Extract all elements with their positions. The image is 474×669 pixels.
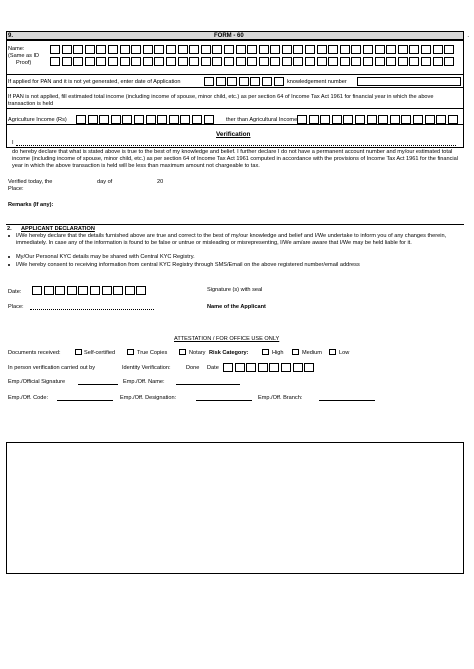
verification-title: Verification xyxy=(216,131,251,138)
char-box[interactable] xyxy=(375,57,385,66)
form-title: FORM - 60 xyxy=(214,32,244,39)
char-box[interactable] xyxy=(386,57,396,66)
char-box[interactable] xyxy=(363,57,373,66)
done-label: Done xyxy=(186,365,200,371)
char-box[interactable] xyxy=(122,115,132,124)
identity-verification-label: Identity Verification: xyxy=(122,365,171,371)
char-box[interactable] xyxy=(131,57,141,66)
char-box[interactable] xyxy=(189,57,199,66)
char-box[interactable] xyxy=(317,45,327,54)
char-box[interactable] xyxy=(146,115,156,124)
char-box[interactable] xyxy=(398,45,408,54)
emp-branch-label: Emp./Off. Branch: xyxy=(258,395,303,401)
true-copies-checkbox[interactable] xyxy=(127,349,134,355)
emp-signature-label: Emp./Official Signature xyxy=(8,379,66,385)
char-box[interactable] xyxy=(169,115,179,124)
other-income-label: ther than Agricultural Income xyxy=(226,117,298,123)
docs-received-label: Documents received: xyxy=(8,350,61,356)
char-box[interactable] xyxy=(390,115,400,124)
char-box[interactable] xyxy=(204,77,214,86)
header-trail: . xyxy=(467,32,469,39)
char-box[interactable] xyxy=(409,57,419,66)
char-box[interactable] xyxy=(85,57,95,66)
char-box[interactable] xyxy=(44,286,54,295)
char-box[interactable] xyxy=(343,115,353,124)
emp-signature-line[interactable] xyxy=(78,384,118,385)
char-box[interactable] xyxy=(73,45,83,54)
name-label-sub: (Same as ID xyxy=(8,53,40,59)
char-box[interactable] xyxy=(433,57,443,66)
declarant-prefix: I xyxy=(12,140,14,146)
declaration-item-1: I/We hereby declare that the details furnished above are true and correct to the best of my/our knowledge and belief and I/We undertake to inform you of any changes therein, immediately. In case any of the information is found to be false or untrue or misleading or misrepresenting, I/We am/are aware that I/We may be held liable for it. xyxy=(16,233,447,246)
notary-checkbox[interactable] xyxy=(179,349,186,355)
char-box[interactable] xyxy=(216,77,226,86)
bullet xyxy=(8,256,10,258)
char-box[interactable] xyxy=(309,115,319,124)
char-box[interactable] xyxy=(259,57,269,66)
char-box[interactable] xyxy=(178,45,188,54)
char-box[interactable] xyxy=(85,45,95,54)
char-box[interactable] xyxy=(143,45,153,54)
true-copies-label: True Copies xyxy=(137,350,168,356)
emp-designation-line[interactable] xyxy=(196,400,252,401)
char-box[interactable] xyxy=(270,57,280,66)
char-box[interactable] xyxy=(50,45,60,54)
emp-designation-label: Emp./Off. Designation: xyxy=(120,395,177,401)
char-box[interactable] xyxy=(62,45,72,54)
char-box[interactable] xyxy=(99,115,109,124)
notary-label: Notary xyxy=(189,350,206,356)
ack-number-field[interactable] xyxy=(357,77,461,86)
char-box[interactable] xyxy=(224,57,234,66)
char-box[interactable] xyxy=(304,363,314,372)
char-box[interactable] xyxy=(363,45,373,54)
risk-medium-label: Medium xyxy=(302,350,322,356)
char-box[interactable] xyxy=(444,45,454,54)
char-box[interactable] xyxy=(340,57,350,66)
self-certified-checkbox[interactable] xyxy=(75,349,82,355)
char-box[interactable] xyxy=(55,286,65,295)
divider xyxy=(6,87,464,88)
char-box[interactable] xyxy=(401,115,411,124)
char-box[interactable] xyxy=(269,363,279,372)
char-box[interactable] xyxy=(154,45,164,54)
year-label: 20 xyxy=(157,179,164,185)
char-box[interactable] xyxy=(189,45,199,54)
declaration-divider xyxy=(6,224,464,225)
agri-income-boxes[interactable] xyxy=(76,115,215,124)
char-box[interactable] xyxy=(297,115,307,124)
sig-place-label: Place: xyxy=(8,304,24,310)
char-box[interactable] xyxy=(282,45,292,54)
char-box[interactable] xyxy=(320,115,330,124)
divider xyxy=(6,74,464,75)
char-box[interactable] xyxy=(436,115,446,124)
char-box[interactable] xyxy=(125,286,135,295)
char-box[interactable] xyxy=(398,57,408,66)
char-box[interactable] xyxy=(281,363,291,372)
char-box[interactable] xyxy=(259,45,269,54)
day-of-label: day of xyxy=(97,179,113,185)
emp-name-line[interactable] xyxy=(176,384,240,385)
char-box[interactable] xyxy=(236,45,246,54)
char-box[interactable] xyxy=(102,286,112,295)
verification-body: do hereby declare that what is stated above is true to the best of my knowledge and belief. I further declare I do not have a permanent account number and my/our estimated total income (including income of spouse, minor child, etc.) as per section 64 of Income Tax Act 1961 computed in accordance with the provisions of Income Tax Act 1961 for the financial year in which the above transaction is held will be less than maximum amount not chargeable to tax. xyxy=(12,149,458,169)
in-person-label: In person verification carried out by xyxy=(8,365,96,371)
other-income-boxes[interactable] xyxy=(297,115,459,124)
char-box[interactable] xyxy=(111,115,121,124)
attestation-title: ATTESTATION / FOR OFFICE USE ONLY xyxy=(174,336,280,342)
char-box[interactable] xyxy=(136,286,146,295)
char-box[interactable] xyxy=(246,363,256,372)
sig-place-line[interactable] xyxy=(30,309,154,310)
char-box[interactable] xyxy=(134,115,144,124)
char-box[interactable] xyxy=(351,45,361,54)
char-box[interactable] xyxy=(386,45,396,54)
name-char-boxes-line2[interactable] xyxy=(50,57,456,66)
char-box[interactable] xyxy=(367,115,377,124)
char-box[interactable] xyxy=(224,45,234,54)
char-box[interactable] xyxy=(317,57,327,66)
char-box[interactable] xyxy=(409,45,419,54)
char-box[interactable] xyxy=(413,115,423,124)
emp-branch-line[interactable] xyxy=(319,400,375,401)
char-box[interactable] xyxy=(258,363,268,372)
char-box[interactable] xyxy=(293,45,303,54)
char-box[interactable] xyxy=(223,363,233,372)
pan-applied-label: If applied for PAN and it is not yet generated, enter date of Application xyxy=(8,79,181,85)
char-box[interactable] xyxy=(120,57,130,66)
agri-income-label: Agriculture Income (Rs) xyxy=(8,117,67,123)
char-box[interactable] xyxy=(143,57,153,66)
char-box[interactable] xyxy=(90,286,100,295)
form-header xyxy=(6,31,469,40)
char-box[interactable] xyxy=(305,45,315,54)
char-box[interactable] xyxy=(378,115,388,124)
char-box[interactable] xyxy=(239,77,249,86)
char-box[interactable] xyxy=(270,45,280,54)
char-box[interactable] xyxy=(204,115,214,124)
char-box[interactable] xyxy=(236,57,246,66)
char-box[interactable] xyxy=(247,57,257,66)
self-certified-label: Self-certified xyxy=(84,350,116,356)
divider xyxy=(6,108,464,109)
char-box[interactable] xyxy=(235,363,245,372)
char-box[interactable] xyxy=(421,57,431,66)
declaration-title: APPLICANT DECLARATION xyxy=(21,226,95,232)
verified-today-label: Verified today, the xyxy=(8,179,53,185)
risk-category-label: Risk Category: xyxy=(209,350,249,356)
char-box[interactable] xyxy=(32,286,42,295)
char-box[interactable] xyxy=(166,45,176,54)
char-box[interactable] xyxy=(328,57,338,66)
risk-medium-checkbox[interactable] xyxy=(292,349,299,355)
char-box[interactable] xyxy=(88,115,98,124)
risk-high-checkbox[interactable] xyxy=(262,349,269,355)
char-box[interactable] xyxy=(157,115,167,124)
char-box[interactable] xyxy=(192,115,202,124)
char-box[interactable] xyxy=(131,45,141,54)
application-date-boxes[interactable] xyxy=(204,77,285,86)
char-box[interactable] xyxy=(305,57,315,66)
char-box[interactable] xyxy=(375,45,385,54)
char-box[interactable] xyxy=(108,45,118,54)
signature-label: Signature (s) with seal xyxy=(207,287,263,293)
declaration-number: 2. xyxy=(7,226,12,232)
declarant-name-line[interactable] xyxy=(16,145,456,146)
char-box[interactable] xyxy=(201,45,211,54)
char-box[interactable] xyxy=(355,115,365,124)
emp-code-label: Emp./Off. Code: xyxy=(8,395,49,401)
char-box[interactable] xyxy=(108,57,118,66)
ack-number-label: knowledgement number xyxy=(287,79,347,85)
char-box[interactable] xyxy=(154,57,164,66)
char-box[interactable] xyxy=(166,57,176,66)
char-box[interactable] xyxy=(227,77,237,86)
char-box[interactable] xyxy=(120,45,130,54)
char-box[interactable] xyxy=(351,57,361,66)
name-label: Name: xyxy=(8,46,25,52)
section-number: 9. xyxy=(8,32,14,39)
char-box[interactable] xyxy=(433,45,443,54)
char-box[interactable] xyxy=(73,57,83,66)
char-box[interactable] xyxy=(247,45,257,54)
date-label: Date xyxy=(207,365,219,371)
char-box[interactable] xyxy=(274,77,284,86)
char-box[interactable] xyxy=(212,57,222,66)
char-box[interactable] xyxy=(96,45,106,54)
char-box[interactable] xyxy=(67,286,77,295)
char-box[interactable] xyxy=(96,57,106,66)
risk-low-checkbox[interactable] xyxy=(329,349,336,355)
declaration-item-3: I/We hereby consent to receiving information from central KYC Registry through SMS/Email on the above registered number/email address xyxy=(16,262,360,268)
declaration-item-2: My/Our Personal KYC details may be shared with Central KYC Registry. xyxy=(16,254,195,260)
char-box[interactable] xyxy=(421,45,431,54)
remarks-label: Remarks (If any): xyxy=(8,202,54,208)
char-box[interactable] xyxy=(425,115,435,124)
income-note: If PAN is not applied, fill estimated total income (including income of spouse, minor child, etc.) as per section 64 of Income Tax Act 1961 for financial year in which the above transaction is held xyxy=(8,94,434,107)
char-box[interactable] xyxy=(262,77,272,86)
emp-code-line[interactable] xyxy=(57,400,113,401)
verification-date-boxes[interactable] xyxy=(223,363,316,372)
char-box[interactable] xyxy=(328,45,338,54)
char-box[interactable] xyxy=(444,57,454,66)
divider xyxy=(6,124,464,125)
char-box[interactable] xyxy=(180,115,190,124)
bullet xyxy=(8,264,10,266)
char-box[interactable] xyxy=(78,286,88,295)
char-box[interactable] xyxy=(50,57,60,66)
name-label-sub2: Proof) xyxy=(16,60,32,66)
bullet xyxy=(8,235,10,237)
name-char-boxes[interactable] xyxy=(50,45,456,54)
char-box[interactable] xyxy=(282,57,292,66)
sig-date-label: Date: xyxy=(8,289,22,295)
char-box[interactable] xyxy=(340,45,350,54)
char-box[interactable] xyxy=(250,77,260,86)
char-box[interactable] xyxy=(76,115,86,124)
applicant-name-label: Name of the Applicant xyxy=(207,304,266,310)
risk-low-label: Low xyxy=(339,350,350,356)
char-box[interactable] xyxy=(293,363,303,372)
char-box[interactable] xyxy=(448,115,458,124)
emp-name-label: Emp./Off. Name: xyxy=(123,379,165,385)
char-box[interactable] xyxy=(201,57,211,66)
char-box[interactable] xyxy=(62,57,72,66)
char-box[interactable] xyxy=(113,286,123,295)
risk-high-label: High xyxy=(272,350,284,356)
char-box[interactable] xyxy=(293,57,303,66)
char-box[interactable] xyxy=(332,115,342,124)
office-use-box[interactable] xyxy=(6,442,464,574)
verification-place-label: Place: xyxy=(8,186,24,192)
char-box[interactable] xyxy=(212,45,222,54)
char-box[interactable] xyxy=(178,57,188,66)
sig-date-boxes[interactable] xyxy=(32,286,148,295)
